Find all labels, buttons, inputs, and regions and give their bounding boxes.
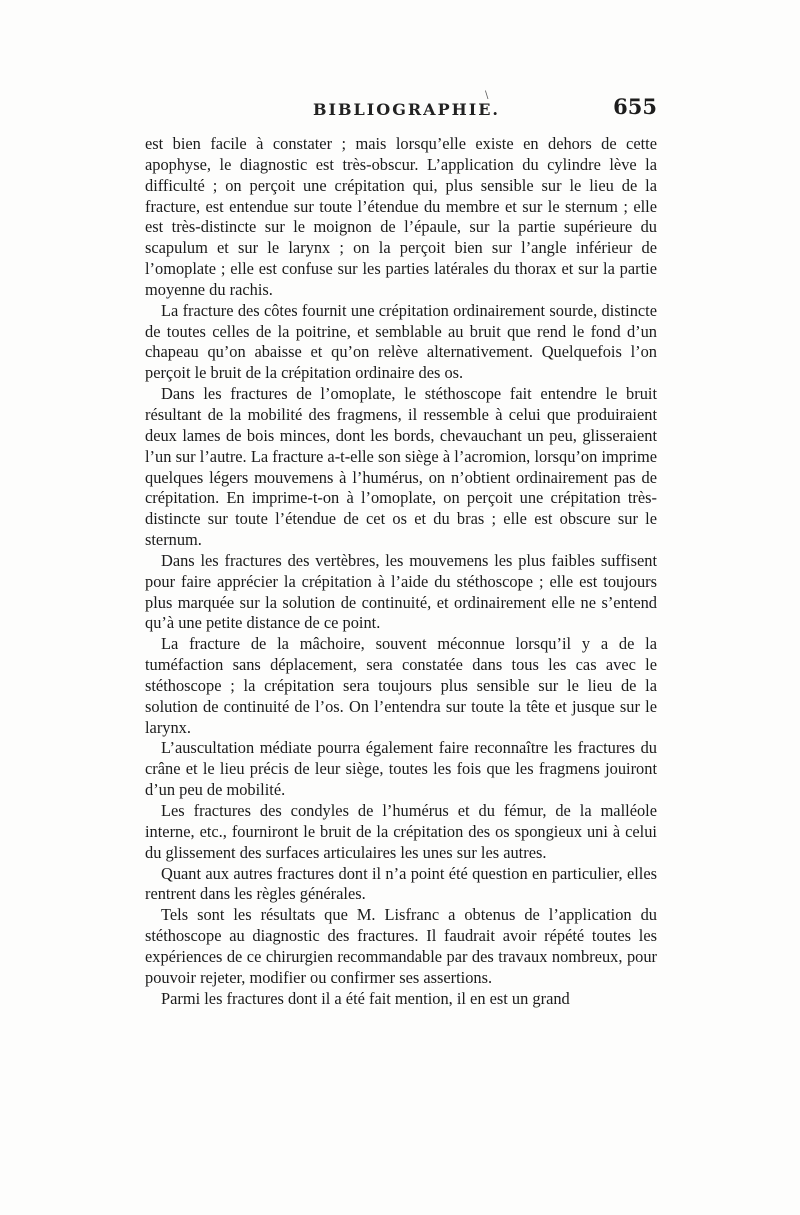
running-head: BIBLIOGRAPHIE. (313, 100, 500, 119)
paragraph: La fracture des côtes fournit une crépitation ordinairement sourde, distincte de toutes celles de la poitrine, et semblable au bruit que rend le fond d’un chapeau qu’on abaisse et qu’on relève alternativement. Quelquefois l’on perçoit le bruit de la crépitation ordinaire des os. (145, 300, 657, 383)
paragraph: Dans les fractures des vertèbres, les mouvemens les plus faibles suffisent pour faire apprécier la crépitation à l’aide du stéthoscope ; elle est toujours plus marquée sur la solution de continuité, et ordinairement elle ne s’entend qu’à une petite distance de ce point. (145, 550, 657, 633)
paragraph: Tels sont les résultats que M. Lisfranc a obtenus de l’application du stéthoscope au diagnostic des fractures. Il faudrait avoir répété toutes les expériences de ce chirurgien recommandable par des travaux nombreux, pour pouvoir rejeter, modifier ou confirmer ses assertions. (145, 905, 657, 987)
paragraph: Dans les fractures de l’omoplate, le stéthoscope fait entendre le bruit résultant de la mobilité des fragmens, il ressemble à celui que produiraient deux lames de bois minces, dont les bords, chevauchant un peu, glisseraient l’un sur l’autre. La fracture a-t-elle son siège à l’acromion, lorsqu’on imprime quelques légers mouvemens à l’humérus, on n’obtient ordinairement pas de crépitation. En imprime-t-on à l’omoplate, on perçoit une crépitation très-distincte sur toute l’étendue de cet os et du bras ; elle est obscure sur le sternum. (145, 384, 657, 550)
margin-mark: \ (485, 90, 489, 101)
paragraph: Les fractures des condyles de l’humérus et du fémur, de la malléole interne, etc., fourniront le bruit de la crépitation des os spongieux uni à celui du glissement des surfaces articulaires les unes sur les autres. (145, 801, 657, 862)
page-header (145, 90, 657, 128)
paragraph: Parmi les fractures dont il a été fait mention, il en est un grand (161, 988, 570, 1008)
paragraph: est bien facile à constater ; mais lorsqu’elle existe en dehors de cette apophyse, le diagnostic est très-obscur. L’application du cylindre lève la difficulté ; on perçoit une crépitation qui, plus sensible sur le lieu de la fracture, est entendue sur toute l’étendue du membre et sur le sternum ; elle est très-distincte sur le moignon de l’épaule, sur la partie supérieure du scapulum et sur le larynx ; on la perçoit bien sur l’angle inférieur de l’omoplate ; elle est confuse sur les parties latérales du thorax et sur la partie moyenne du rachis. (145, 134, 657, 299)
body-text (145, 134, 657, 1009)
paragraph: Quant aux autres fractures dont il n’a point été question en particulier, elles rentrent dans les règles générales. (145, 863, 657, 904)
paragraph: L’auscultation médiate pourra également faire reconnaître les fractures du crâne et le lieu précis de leur siège, toutes les fois que les fragmens jouiront d’un peu de mobilité. (145, 738, 657, 800)
page-number: 655 (613, 94, 657, 119)
paragraph: La fracture de la mâchoire, souvent méconnue lorsqu’il y a de la tuméfaction sans déplacement, sera constatée dans tous les cas avec le stéthoscope ; la crépitation sera toujours plus sensible sur le lieu de la solution de continuité de l’os. On l’entendra sur toute la tête et jusque sur le larynx. (145, 634, 657, 737)
